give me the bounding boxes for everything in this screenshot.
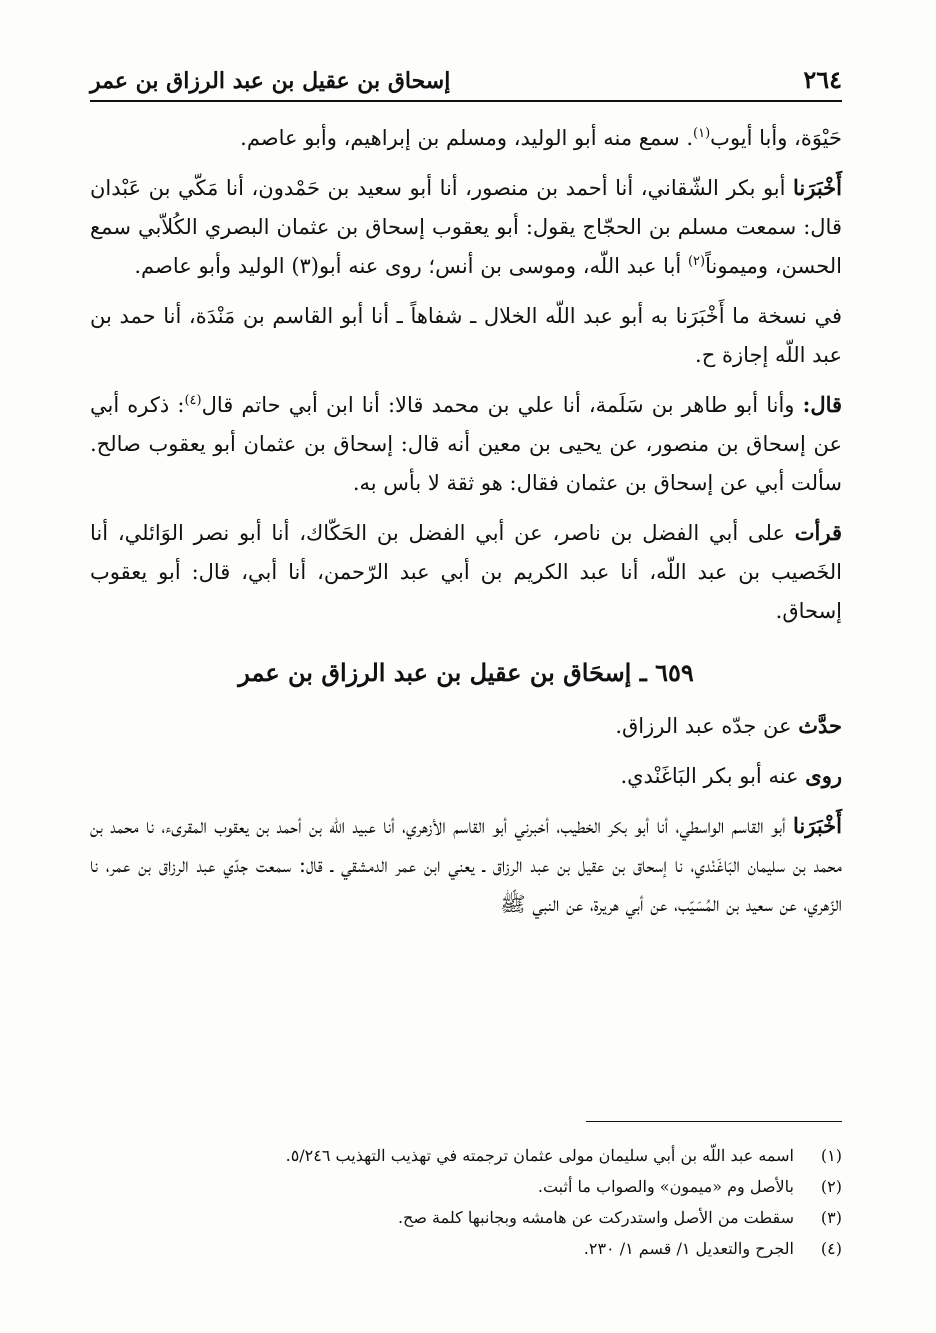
footnote-ref: (١): [693, 126, 711, 141]
page-header: [90, 58, 842, 102]
footnote-number: (٤): [820, 1239, 842, 1258]
paragraph: [90, 385, 842, 503]
paragraph-text: عن جدّه عبد الرزاق.: [615, 714, 792, 738]
paragraph-tail: : ذكره أبي عن إسحاق بن منصور، عن يحيى بن معين أنه قال: إسحاق بن عثمان أبو يعقوب صالح. سألت أبي عن إسحاق بن عثمان فقال: هو ثقة لا بأس به.: [90, 393, 842, 495]
footnote: [90, 1202, 842, 1233]
paragraph-lead: أَخْبَرَنا: [793, 175, 842, 200]
page-number: ٢٦٤: [803, 65, 842, 94]
paragraph: [90, 806, 842, 924]
paragraph-text: أبو بكر الشّقاني، أنا أحمد بن منصور، أنا أبو سعيد بن حَمْدون، أنا مَكّي بن عَبْدان قال: سمعت مسلم بن الحجّاج يقول: أبو يعقوب إسحاق بن عثمان البصري الكُلاّبي سمع الحسن، وميموناً: [90, 176, 842, 278]
paragraph-text: وأنا أبو طاهر بن سَلَمة، أنا علي بن محمد قالا: أنا ابن أبي حاتم قال: [201, 393, 795, 417]
paragraph-text: عنه أبو بكر البَاغَنْدي.: [620, 764, 799, 788]
paragraph-text: على أبي الفضل بن ناصر، عن أبي الفضل بن الحَكّاك، أنا أبو نصر الوَائلي، أنا الخَصيب بن عبد اللّه، أنا عبد الكريم بن أبي عبد الرّحمن، أنا أبي، قال: أبو يعقوب إسحاق.: [90, 521, 842, 623]
paragraph: [90, 168, 842, 286]
paragraph: [90, 296, 842, 375]
paragraph: [90, 118, 842, 158]
footnote-text: الجرح والتعديل ١/ قسم ١/ ٢٣٠.: [583, 1239, 794, 1258]
footnote-number: (٢): [820, 1177, 842, 1196]
paragraph: [90, 756, 842, 796]
footnote-text: بالأصل وم «ميمون» والصواب ما أثبت.: [537, 1177, 794, 1196]
footnote-text: سقطت من الأصل واستدركت عن هامشه وبجانبها كلمة صح.: [397, 1208, 794, 1227]
paragraph-lead: حدَّث: [798, 713, 842, 738]
running-title: إسحاق بن عقيل بن عبد الرزاق بن عمر: [90, 68, 451, 94]
footnote-text: اسمه عبد اللّه بن أبي سليمان مولى عثمان ترجمته في تهذيب التهذيب ٥/٢٤٦.: [285, 1146, 794, 1165]
footnote: [90, 1233, 842, 1264]
paragraph-lead: روى: [805, 763, 842, 788]
paragraph-text: في نسخة ما أَخْبَرَنا به أبو عبد اللّه الخلال ـ شفاهاً ـ أنا أبو القاسم بن مَنْدَة، أنا حمد بن عبد اللّه إجازة ح.: [90, 304, 842, 367]
footnote-number: (١): [820, 1146, 842, 1165]
paragraph-tail: . سمع منه أبو الوليد، ومسلم بن إبراهيم، وأبو عاصم.: [240, 126, 694, 150]
paragraph-lead: قرأت: [794, 520, 842, 545]
footnote-divider: [586, 1121, 842, 1122]
footnotes: [90, 1140, 842, 1264]
main-text: [90, 118, 842, 934]
footnote: [90, 1171, 842, 1202]
footnote-ref: (٢): [687, 254, 706, 269]
footnote: [90, 1140, 842, 1171]
paragraph-lead: قال:: [802, 392, 843, 417]
paragraph-text: حَيْوَة، وأبا أيوب: [710, 126, 842, 150]
footnote-number: (٣): [820, 1208, 842, 1227]
paragraph: [90, 513, 842, 631]
paragraph-lead: أَخْبَرَنا: [793, 813, 842, 838]
footnote-ref: (٤): [184, 393, 202, 408]
paragraph-tail: أبا عبد اللّه، وموسى بن أنس؛ روى عنه أبو(٣) الوليد وأبو عاصم.: [134, 254, 682, 278]
paragraph: [90, 706, 842, 746]
entry-title: ٦٥٩ ـ إسحَاق بن عقيل بن عبد الرزاق بن عمر: [238, 658, 694, 687]
paragraph-text: أبو القاسم الواسطي، أنا أبو بكر الخطيب، أخبرني أبو القاسم الأزهري، أنا عبيد اللّه بن أحمد بن يعقوب المقرىء، نا محمد بن محمد بن سليمان البَاغَنْدي، نا إسحاق بن عقيل بن عبد الرزاق ـ يعني ابن عمر الدمشقي ـ قال: سمعت جدّي عبد الرزاق بن عمر، نا الزّهري، عن سعيد بن المُسَيّب، عن أبي هريرة، عن النبي ﷺ: [90, 814, 842, 916]
